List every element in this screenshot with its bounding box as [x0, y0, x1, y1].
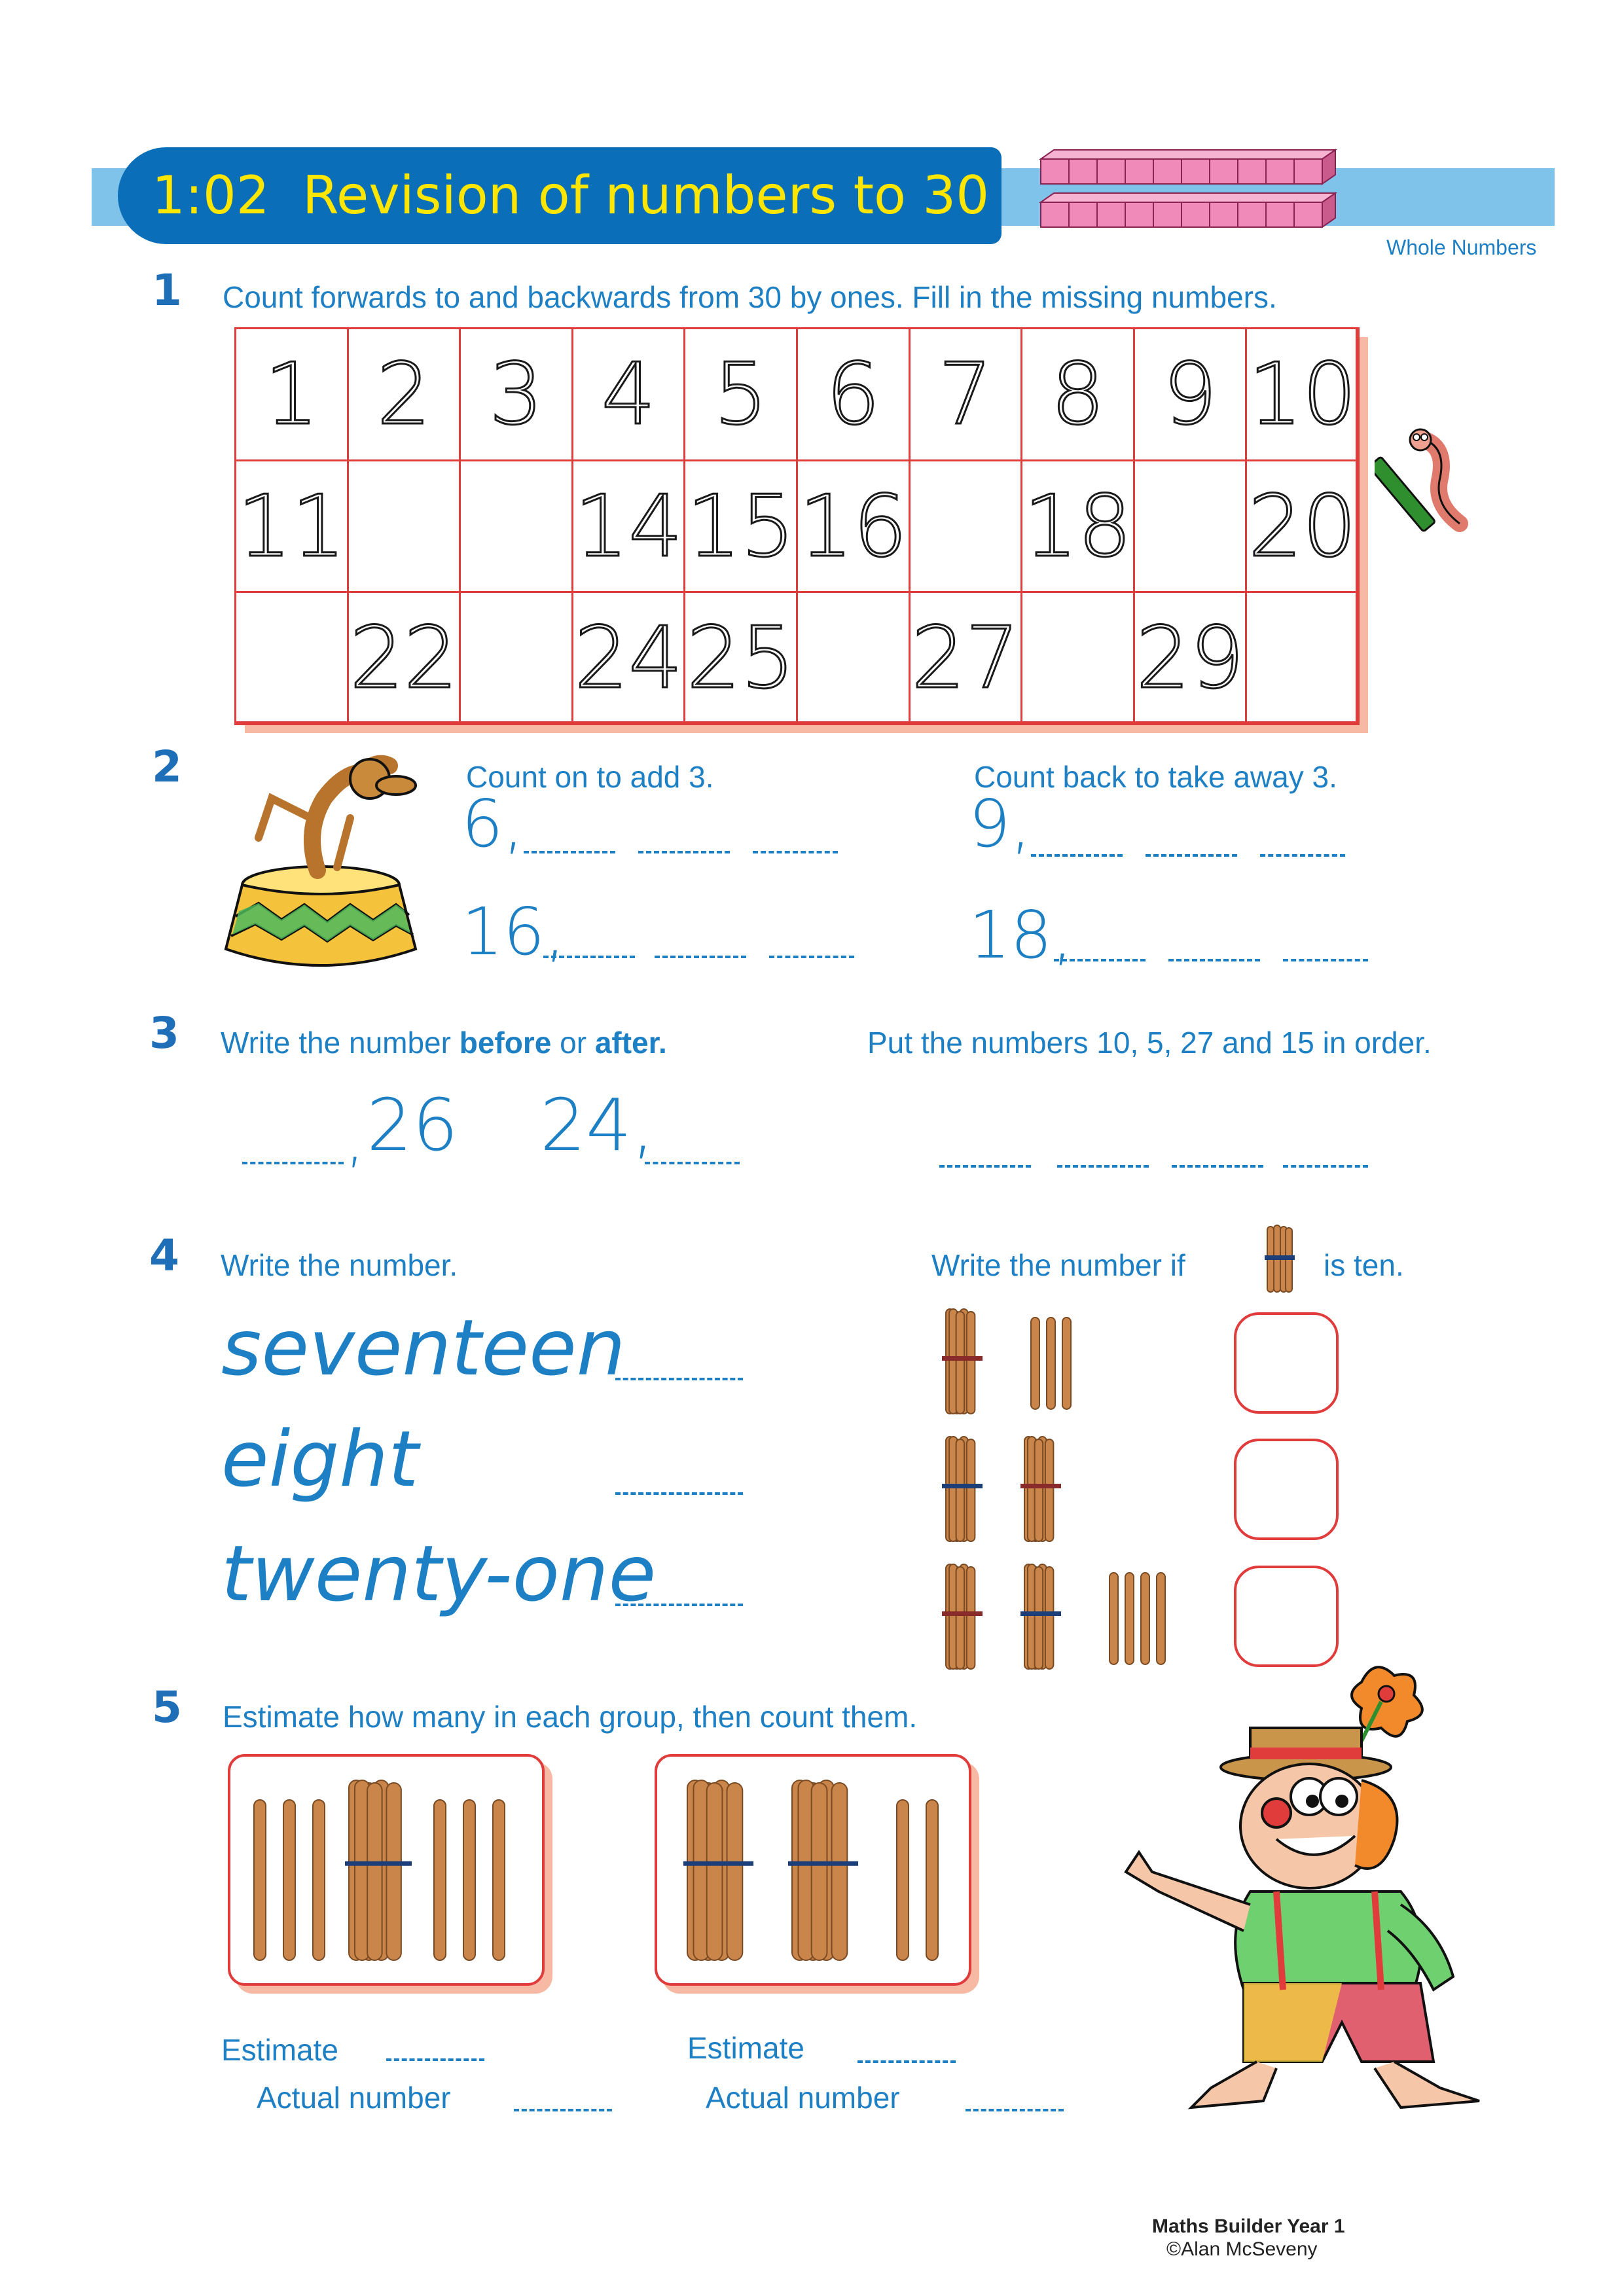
- grid-cell-1: 1: [234, 327, 349, 461]
- footer-copyright: ©Alan McSeveny: [1166, 2238, 1318, 2260]
- grid-cell-18: 18: [1020, 459, 1135, 594]
- group-1-estimate-blank[interactable]: [386, 2058, 484, 2061]
- count-back-instruction: Count back to take away 3.: [974, 760, 1337, 794]
- ten-bundle: [788, 1780, 858, 1960]
- count-back-seq2-blank-1[interactable]: [1054, 959, 1146, 961]
- before-item: 26: [367, 1083, 458, 1167]
- grid-cell-2: 2: [347, 327, 461, 461]
- grid-cell-10: 10: [1245, 327, 1360, 461]
- stick-group-1: [228, 1754, 539, 1981]
- grid-cell-22: 22: [347, 591, 461, 725]
- count-back-seq1-blank-1[interactable]: [1031, 854, 1123, 857]
- grid-cell-empty[interactable]: [796, 591, 911, 725]
- estimate-instruction: Estimate how many in each group, then count them.: [223, 1700, 918, 1734]
- grid-cell-6: 6: [796, 327, 911, 461]
- single-stick: [463, 1800, 475, 1960]
- group-2-actual-blank[interactable]: [965, 2109, 1064, 2111]
- ten-bundle: [1020, 1564, 1061, 1669]
- count-on-seq2-blank-2[interactable]: [655, 956, 746, 958]
- number-word-3-answer[interactable]: [615, 1604, 743, 1606]
- footer-book-title: Maths Builder Year 1: [1152, 2215, 1345, 2237]
- question-2-number: 2: [152, 742, 182, 792]
- instruction-after: after.: [594, 1026, 667, 1060]
- single-stick: [926, 1800, 938, 1960]
- single-stick: [254, 1800, 266, 1960]
- after-blank[interactable]: [645, 1162, 740, 1164]
- question-1-number: 1: [152, 265, 182, 315]
- count-back-seq1-blank-3[interactable]: [1260, 854, 1345, 857]
- count-on-seq1-blank-1[interactable]: [524, 851, 615, 853]
- count-on-seq2-blank-1[interactable]: [543, 956, 635, 958]
- bundle-answer-box-3[interactable]: [1234, 1566, 1339, 1667]
- base-ten-rods-illustration: [1034, 147, 1342, 236]
- grid-cell-27: 27: [909, 591, 1023, 725]
- bundle-answer-box-2[interactable]: [1234, 1439, 1339, 1540]
- lesson-number: 1:02: [152, 165, 270, 226]
- ten-bundle: [683, 1780, 753, 1960]
- question-1-instruction: Count forwards to and backwards from 30 by ones. Fill in the missing numbers.: [223, 280, 1277, 314]
- count-on-instruction: Count on to add 3.: [466, 760, 714, 794]
- order-instruction: Put the numbers 10, 5, 27 and 15 in order.: [867, 1026, 1432, 1060]
- instruction-prefix: Write the number: [221, 1026, 451, 1060]
- bundle-row-1: [933, 1306, 1208, 1420]
- single-stick: [897, 1800, 909, 1960]
- number-word-3: twenty-one: [221, 1528, 657, 1619]
- count-back-seq1-start: 9,: [969, 785, 1032, 862]
- single-stick: [1157, 1573, 1165, 1664]
- grid-cell-empty[interactable]: [459, 591, 573, 725]
- single-stick: [1031, 1318, 1039, 1409]
- grid-cell-3: 3: [459, 327, 573, 461]
- write-number-instruction: Write the number.: [221, 1248, 458, 1282]
- bundle-instruction-prefix: Write the number if: [931, 1248, 1185, 1282]
- grid-cell-25: 25: [683, 591, 798, 725]
- before-blank[interactable]: [242, 1162, 344, 1164]
- dog-on-drum-illustration: [219, 740, 429, 982]
- grid-cell-5: 5: [683, 327, 798, 461]
- question-4-number: 4: [149, 1230, 179, 1281]
- stick-group-2: [655, 1754, 966, 1981]
- order-blank-1[interactable]: [939, 1165, 1031, 1168]
- single-stick: [434, 1800, 446, 1960]
- bundle-row-2: [933, 1433, 1208, 1548]
- single-stick: [493, 1800, 505, 1960]
- grid-cell-empty[interactable]: [1245, 591, 1360, 725]
- grid-cell-20: 20: [1245, 459, 1360, 594]
- grid-cell-4: 4: [571, 327, 686, 461]
- grid-cell-empty[interactable]: [1133, 459, 1248, 594]
- grid-cell-14: 14: [571, 459, 686, 594]
- ten-bundle: [942, 1309, 983, 1414]
- group-1-actual-label: Actual number: [257, 2081, 451, 2115]
- grid-cell-empty[interactable]: [459, 459, 573, 594]
- group-1-estimate-label: Estimate: [221, 2033, 338, 2067]
- count-back-seq1-blank-2[interactable]: [1146, 854, 1237, 857]
- count-on-seq1-blank-2[interactable]: [638, 851, 730, 853]
- single-stick: [313, 1800, 325, 1960]
- single-stick: [1047, 1318, 1055, 1409]
- grid-cell-empty[interactable]: [909, 459, 1023, 594]
- ten-bundle-icon: [1263, 1224, 1296, 1296]
- instruction-or: or: [560, 1026, 587, 1060]
- order-blank-2[interactable]: [1057, 1165, 1149, 1168]
- after-item: 24,: [540, 1083, 655, 1167]
- bundle-answer-box-1[interactable]: [1234, 1312, 1339, 1414]
- page-title: Revision of numbers to 30: [302, 165, 990, 226]
- single-stick: [1141, 1573, 1149, 1664]
- grid-cell-29: 29: [1133, 591, 1248, 725]
- grid-cell-15: 15: [683, 459, 798, 594]
- number-word-1-answer[interactable]: [615, 1378, 743, 1380]
- clown-illustration: [1113, 1656, 1532, 2114]
- grid-cell-16: 16: [796, 459, 911, 594]
- count-on-seq2-blank-3[interactable]: [769, 956, 854, 958]
- ten-bundle: [942, 1564, 983, 1669]
- single-stick: [1062, 1318, 1071, 1409]
- ten-bundle: [345, 1780, 412, 1960]
- group-2-estimate-blank[interactable]: [857, 2060, 956, 2063]
- number-word-2: eight: [221, 1414, 419, 1504]
- ten-bundle: [942, 1437, 983, 1541]
- single-stick: [283, 1800, 295, 1960]
- grid-cell-9: 9: [1133, 327, 1248, 461]
- count-on-seq1-start: 6,: [461, 785, 524, 862]
- question-5-number: 5: [152, 1682, 182, 1732]
- single-stick: [1110, 1573, 1118, 1664]
- group-1-actual-blank[interactable]: [514, 2109, 612, 2111]
- grid-cell-empty[interactable]: [1020, 591, 1135, 725]
- order-blank-3[interactable]: [1172, 1165, 1263, 1168]
- grid-cell-empty[interactable]: [347, 459, 461, 594]
- grid-cell-24: 24: [571, 591, 686, 725]
- count-back-seq2-start: 18,: [969, 897, 1074, 973]
- count-back-seq2-blank-3[interactable]: [1283, 959, 1368, 961]
- topic-label: Whole Numbers: [1386, 236, 1537, 259]
- before-comma: ,: [346, 1106, 365, 1175]
- instruction-before: before: [459, 1026, 552, 1060]
- grid-cell-8: 8: [1020, 327, 1135, 461]
- count-back-seq2-blank-2[interactable]: [1168, 959, 1260, 961]
- grid-cell-empty[interactable]: [234, 591, 349, 725]
- group-2-actual-label: Actual number: [706, 2081, 900, 2115]
- number-word-2-answer[interactable]: [615, 1492, 743, 1495]
- ten-bundle: [1020, 1437, 1061, 1541]
- bundle-instruction-suffix: is ten.: [1324, 1248, 1404, 1282]
- order-blank-4[interactable]: [1283, 1165, 1368, 1168]
- count-on-seq2-start: 16,: [461, 893, 566, 970]
- count-on-seq1-blank-3[interactable]: [753, 851, 838, 853]
- grid-cell-7: 7: [909, 327, 1023, 461]
- single-stick: [1125, 1573, 1134, 1664]
- grid-cell-11: 11: [234, 459, 349, 594]
- worm-pencil-illustration: [1375, 425, 1486, 550]
- before-after-instruction: [221, 1025, 667, 1060]
- question-3-number: 3: [149, 1008, 179, 1058]
- group-2-estimate-label: Estimate: [687, 2031, 804, 2065]
- number-word-1: seventeen: [221, 1302, 626, 1393]
